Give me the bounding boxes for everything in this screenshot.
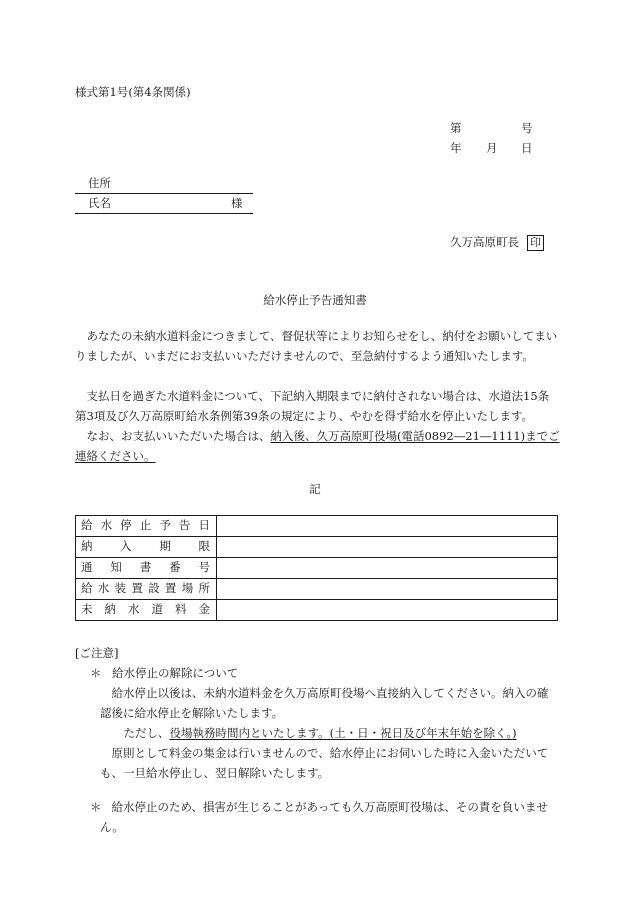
label-char: 停	[120, 518, 132, 533]
label-char: 納	[81, 539, 93, 554]
table-row-label	[76, 558, 217, 579]
table-row-label	[76, 579, 217, 600]
note-1-paragraph-1: 給水停止以後は、未納水道料金を久万高原町役場へ直接納入してください。納入の確認後に給水停止を解除いたします。	[100, 686, 549, 720]
note-2-text: 給水停止のため、損害が生じることがあっても久万高原町役場は、その責を負いません。	[100, 800, 548, 834]
label-char: 場	[181, 581, 194, 596]
table-row-value	[217, 558, 558, 579]
label-char: 止	[139, 518, 152, 533]
label-char: 予	[159, 518, 171, 533]
table-row-value	[217, 579, 558, 600]
table-row-value	[217, 600, 558, 621]
label-char: 日	[198, 518, 210, 533]
label-char: 所	[198, 581, 210, 596]
sender-name: 久万高原町長	[450, 235, 519, 249]
office-hours-note: 役場執務時間内といたします。(土・日・祝日及び年末年始を除く。)	[169, 726, 517, 740]
date-day: 日	[521, 141, 533, 155]
table-row-label	[76, 600, 217, 621]
table-row	[76, 537, 558, 558]
label-char: 書	[139, 560, 152, 575]
label-char: 知	[110, 560, 122, 575]
note-bullet-2: ＊	[90, 800, 102, 814]
label-char: 金	[198, 602, 210, 617]
table-row-label-text	[76, 541, 216, 553]
table-row-label	[76, 537, 217, 558]
note-1-title: 給水停止の解除について	[112, 666, 239, 680]
note-1-paragraph-3: 原則として料金の集金は行いませんので、給水停止にお伺いした時に入金いただいても、一旦給水停止し、翌日解除いたします。	[100, 746, 549, 780]
label-char: 料	[175, 602, 187, 617]
label-char: 未	[81, 602, 93, 617]
name-label: 氏名	[88, 196, 111, 210]
honorific: 様	[231, 196, 243, 210]
label-char: 置	[164, 581, 177, 596]
address-label: 住所	[88, 176, 111, 190]
notes-heading: [ご注意]	[75, 646, 119, 660]
number-go: 号	[521, 121, 533, 135]
document-title: 給水停止予告通知書	[263, 293, 367, 307]
body-paragraph-3	[75, 426, 560, 466]
table-row-value	[217, 537, 558, 558]
address-underline	[75, 193, 253, 194]
table-row-label-text	[76, 604, 216, 616]
table-row-label-text	[76, 562, 216, 574]
table-row	[76, 516, 558, 537]
label-char: 入	[120, 539, 132, 554]
table-row-label-text	[76, 520, 216, 532]
label-char: 水	[100, 518, 113, 533]
note-bullet-1: ＊	[90, 666, 102, 680]
table-row	[76, 600, 558, 621]
label-char: 号	[198, 560, 210, 575]
table-row	[76, 579, 558, 600]
ki-heading: 記	[309, 482, 321, 496]
label-char: 道	[151, 602, 163, 617]
number-dai: 第	[450, 121, 462, 135]
table-row-label-text	[76, 583, 216, 595]
contact-instruction: 納入後、久万高原町役場(電話0892―21―1111)までご連絡ください。	[75, 429, 560, 463]
label-char: 番	[169, 560, 181, 575]
label-char: 限	[198, 539, 210, 554]
label-char: 通	[81, 560, 93, 575]
name-underline	[75, 213, 253, 214]
body-paragraph-3-prefix: なお、お支払いいただいた場合は、	[86, 429, 271, 443]
sender	[450, 235, 544, 251]
table-row	[76, 558, 558, 579]
label-char: 告	[178, 518, 191, 533]
label-char: 水	[128, 602, 140, 617]
table-row-value	[217, 516, 558, 537]
date-year: 年	[450, 141, 462, 155]
table-row-label	[76, 516, 217, 537]
note-1-paragraph-2	[112, 723, 558, 743]
seal-stamp: 印	[527, 235, 544, 251]
body-paragraph-2: 支払日を過ぎた水道料金について、下記納入期限までに納付されない場合は、水道法15条第3項及び久万高原町給水条例第39条の規定により、やむを得ず給水を停止いたします。	[75, 389, 550, 423]
label-char: 装	[114, 581, 127, 596]
label-char: 給	[81, 581, 93, 596]
form-label: 様式第1号(第4条関係)	[75, 85, 191, 99]
label-char: 置	[131, 581, 143, 596]
body-paragraph-1: あなたの未納水道料金につきまして、督促状等によりお知らせをし、納付をお願いしてまいりましたが、いまだにお支払いいただけませんので、至急納付するよう通知いたします。	[75, 329, 558, 363]
date-month: 月	[486, 141, 498, 155]
label-char: 給	[81, 518, 93, 533]
label-char: 設	[148, 581, 160, 596]
note-1-paragraph-2-prefix: ただし、	[123, 726, 170, 740]
label-char: 水	[97, 581, 110, 596]
label-char: 期	[159, 539, 171, 554]
notice-table	[75, 515, 558, 621]
label-char: 納	[104, 602, 116, 617]
